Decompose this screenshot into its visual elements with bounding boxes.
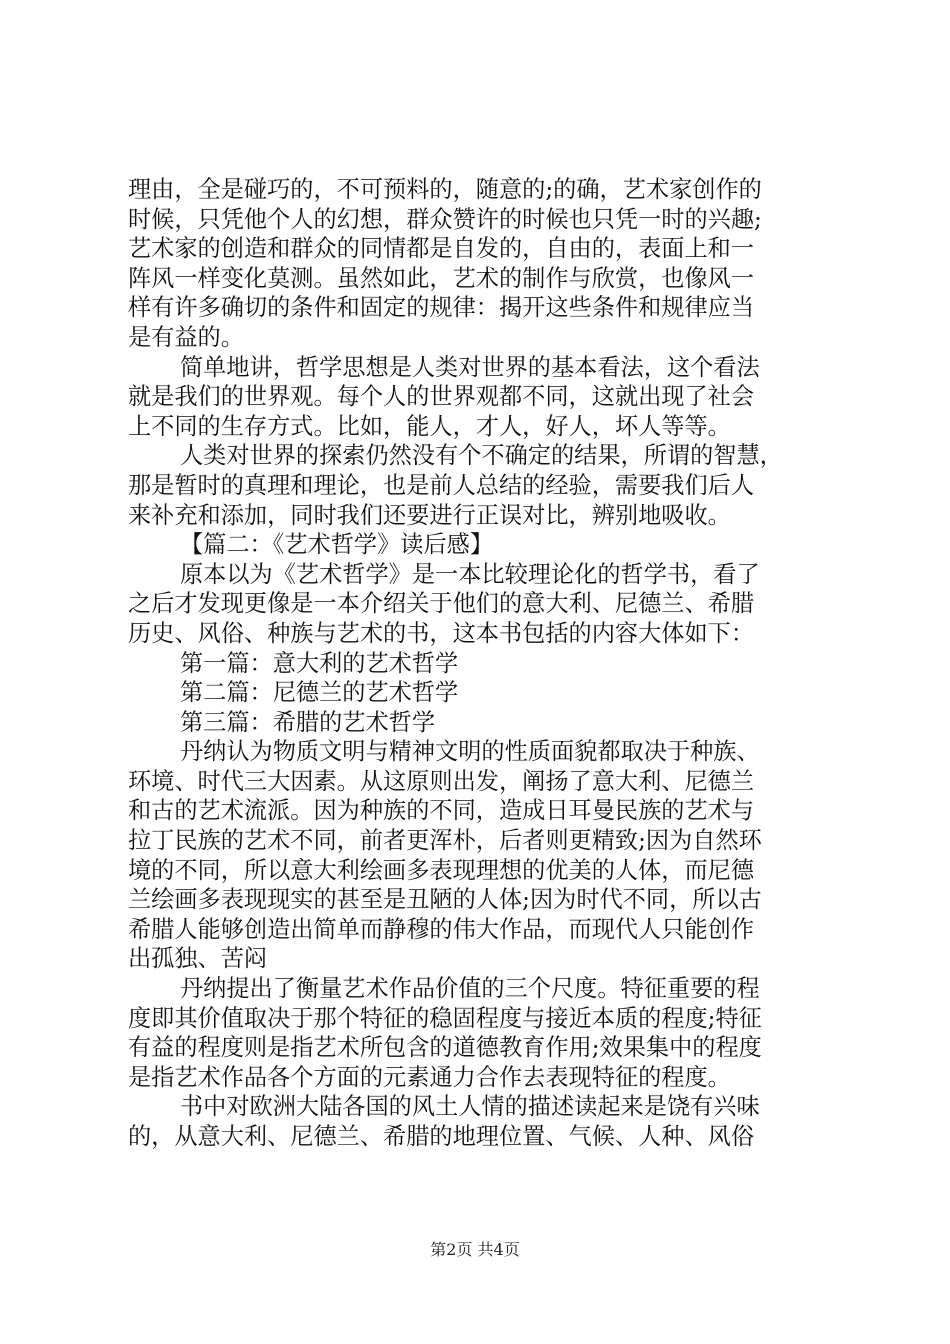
text-line: 境的不同，所以意大利绘画多表现理想的优美的人体，而尼德: [128, 856, 755, 884]
text-line: 上不同的生存方式。比如，能人，才人，好人，坏人等等。: [128, 412, 731, 440]
text-line: 【篇二：《艺术哲学》读后感】: [180, 531, 494, 559]
text-line: 就是我们的世界观。每个人的世界观都不同，这就出现了社会: [128, 383, 755, 411]
text-line: 那是暂时的真理和理论，也是前人总结的经验，需要我们后人: [128, 471, 755, 499]
text-line: 希腊人能够创造出简单而静穆的伟大作品，而现代人只能创作: [128, 915, 755, 943]
text-line: 拉丁民族的艺术不同，前者更浑朴，后者则更精致;因为自然环: [128, 827, 762, 855]
text-line: 之后才发现更像是一本介绍关于他们的意大利、尼德兰、希腊: [128, 590, 755, 618]
text-line: 第三篇：希腊的艺术哲学: [180, 708, 436, 736]
text-line: 来补充和添加，同时我们还要进行正误对比，辨别地吸收。: [128, 501, 731, 529]
text-line: 的，从意大利、尼德兰、希腊的地理位置、气候、人种、风俗: [128, 1123, 755, 1150]
text-line: 是有益的。: [128, 323, 244, 351]
text-line: 有益的程度则是指艺术所包含的道德教育作用;效果集中的程度: [128, 1034, 762, 1062]
text-line: 艺术家的创造和群众的同情都是自发的，自由的，表面上和一: [128, 235, 755, 263]
text-line: 简单地讲，哲学思想是人类对世界的基本看法，这个看法: [180, 353, 760, 381]
text-line: 第一篇：意大利的艺术哲学: [180, 649, 459, 677]
text-line: 丹纳提出了衡量艺术作品价值的三个尺度。特征重要的程: [180, 975, 760, 1003]
text-line: 人类对世界的探索仍然没有个不确定的结果，所谓的智慧，: [180, 442, 783, 470]
text-line: 理由，全是碰巧的，不可预料的，随意的;的确，艺术家创作的: [128, 176, 762, 203]
text-line: 出孤独、苦闷: [128, 945, 268, 973]
text-line: 丹纳认为物质文明与精神文明的性质面貌都取决于种族、: [180, 738, 760, 766]
text-line: 书中对欧洲大陆各国的风土人情的描述读起来是饶有兴味: [180, 1093, 760, 1121]
text-line: 时候，只凭他个人的幻想，群众赞许的时候也只凭一时的兴趣;: [128, 205, 762, 233]
text-line: 原本以为《艺术哲学》是一本比较理论化的哲学书，看了: [180, 560, 760, 588]
text-line: 度即其价值取决于那个特征的稳固程度与接近本质的程度;特征: [128, 1004, 762, 1032]
text-line: 历史、风俗、种族与艺术的书，这本书包括的内容大体如下：: [128, 619, 755, 647]
page-footer: 第2页 共4页: [430, 1240, 520, 1259]
text-line: 是指艺术作品各个方面的元素通力合作去表现特征的程度。: [128, 1063, 731, 1091]
text-line: 阵风一样变化莫测。虽然如此，艺术的制作与欣赏，也像风一: [128, 264, 755, 292]
text-line: 环境、时代三大因素。从这原则出发，阐扬了意大利、尼德兰: [128, 767, 755, 795]
text-line: 和古的艺术流派。因为种族的不同，造成日耳曼民族的艺术与: [128, 797, 755, 825]
text-line: 样有许多确切的条件和固定的规律：揭开这些条件和规律应当: [128, 294, 755, 322]
document-body: [128, 175, 834, 1152]
text-line: 兰绘画多表现现实的甚至是丑陋的人体;因为时代不同，所以古: [128, 886, 762, 914]
text-line: 第二篇：尼德兰的艺术哲学: [180, 679, 459, 707]
